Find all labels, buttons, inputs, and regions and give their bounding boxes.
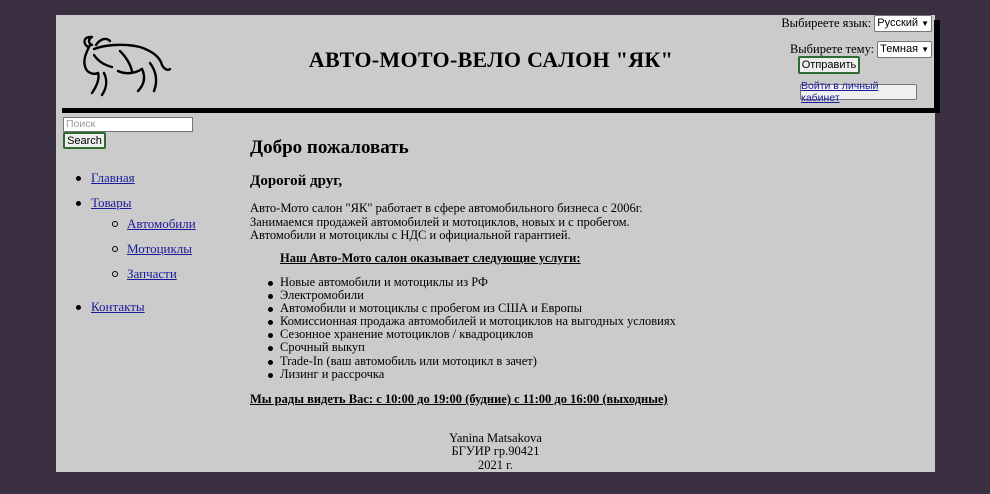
chevron-down-icon: ▼ [921, 45, 929, 54]
language-select-value: Русский [877, 17, 919, 29]
list-bullet [268, 320, 273, 325]
intro-text [250, 202, 643, 243]
service-text: Комиссионная продажа автомобилей и мотоциклов на выгодных условиях [280, 314, 676, 329]
language-select[interactable] [874, 15, 932, 32]
list-bullet [76, 305, 81, 310]
service-text: Автомобили и мотоциклы с пробегом из США и Европы [280, 301, 583, 316]
service-text: Сезонное хранение мотоциклов / квадроциклов [280, 327, 534, 342]
service-text: Электромобили [280, 288, 364, 303]
nav-link-motorcycles[interactable]: Мотоциклы [127, 241, 193, 256]
service-text: Новые автомобили и мотоциклы из РФ [280, 275, 488, 289]
list-bullet [268, 346, 273, 351]
welcome-heading: Добро пожаловать [250, 137, 409, 158]
list-bullet [112, 221, 118, 227]
nav-item-contacts[interactable] [91, 299, 145, 315]
service-text: Срочный выкуп [280, 340, 365, 355]
list-bullet [112, 271, 118, 277]
nav-link-cars[interactable]: Автомобили [127, 216, 196, 231]
list-bullet [268, 360, 273, 365]
search-input[interactable]: Поиск [63, 117, 193, 132]
nav-item-parts[interactable] [127, 266, 177, 282]
list-bullet [76, 176, 81, 181]
search-button[interactable]: Search [63, 132, 106, 149]
chevron-down-icon: ▼ [921, 19, 929, 28]
nav-item-home[interactable] [91, 170, 135, 186]
login-cabinet-button[interactable]: Войти в личный кабинет [800, 84, 917, 100]
nav-link-goods[interactable]: Товары [91, 195, 132, 210]
theme-select-value: Темная [880, 43, 919, 55]
nav-link-parts[interactable]: Запчасти [127, 266, 177, 281]
services-title: Наш Авто-Мото салон оказывает следующие услуги: [280, 251, 581, 265]
bull-logo-icon [74, 33, 174, 99]
list-item [250, 368, 676, 381]
services-list [250, 276, 676, 381]
header [56, 15, 934, 108]
language-row [781, 15, 932, 32]
site-title: АВТО-МОТО-ВЕЛО САЛОН "ЯК" [308, 47, 674, 72]
list-bullet [268, 333, 273, 338]
nav-item-motorcycles[interactable] [127, 241, 192, 257]
intro-line: Авто-Мото салон "ЯК" работает в сфере автомобильного бизнеса с 2006г. [250, 201, 643, 215]
nav-item-cars[interactable] [127, 216, 196, 232]
list-bullet [112, 246, 118, 252]
theme-label: Выбирете тему: [789, 42, 875, 56]
list-bullet [268, 373, 273, 378]
working-hours: Мы рады видеть Вас: с 10:00 до 19:00 (будние) с 11:00 до 16:00 (выходные) [250, 392, 668, 406]
language-label: Выбиреете язык: [781, 16, 872, 30]
nav-item-goods[interactable] [91, 195, 131, 211]
greeting-heading: Дорогой друг, [250, 173, 343, 189]
list-bullet [268, 307, 273, 312]
theme-select[interactable] [877, 41, 932, 58]
list-bullet [76, 201, 81, 206]
nav-link-home[interactable]: Главная [91, 170, 135, 185]
footer-year: 2021 г. [478, 457, 513, 472]
service-text: Лизинг и рассрочка [280, 366, 385, 381]
page-container [56, 15, 935, 472]
intro-line: Занимаемся продажей автомобилей и мотоциклов, новых и с пробегом. [250, 214, 630, 229]
footer-group: БГУИР гр.90421 [451, 444, 540, 459]
service-text: Trade-In (ваш автомобиль или мотоцикл в зачет) [280, 353, 537, 368]
footer-author: Yanina Matsakova [449, 431, 542, 445]
intro-line: Автомобили и мотоциклы с НДС и официальной гарантией. [250, 228, 571, 242]
footer [56, 432, 935, 472]
nav-link-contacts[interactable]: Контакты [91, 299, 145, 314]
list-bullet [268, 294, 273, 299]
list-bullet [268, 281, 273, 286]
submit-button[interactable]: Отправить [798, 56, 860, 74]
